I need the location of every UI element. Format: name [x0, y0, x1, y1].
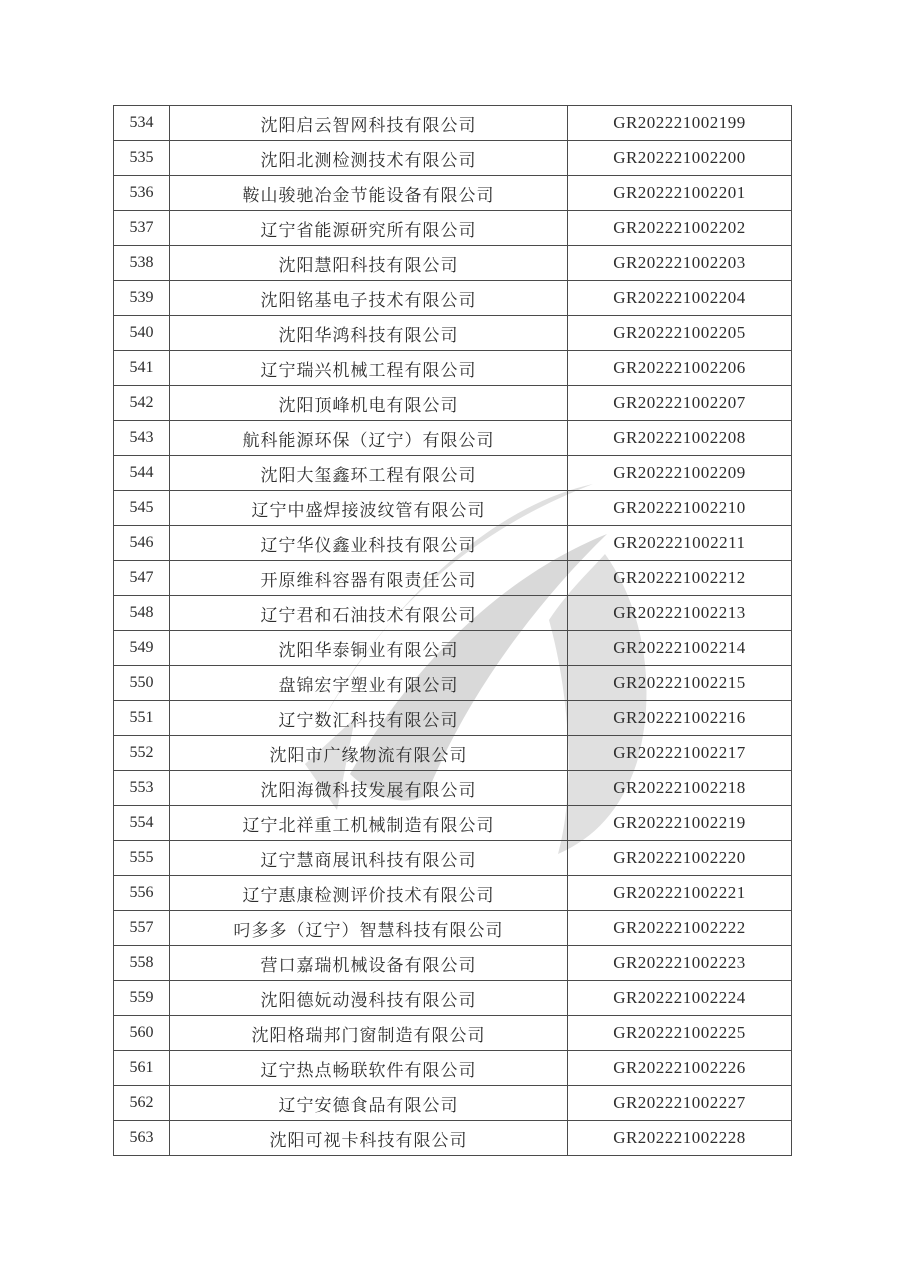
row-number-cell: 538 [114, 246, 170, 281]
table-row [114, 946, 792, 981]
company-name-cell: 辽宁热点畅联软件有限公司 [170, 1051, 568, 1086]
certificate-code-cell: GR202221002224 [568, 981, 792, 1016]
certificate-code-cell: GR202221002202 [568, 211, 792, 246]
table-row [114, 596, 792, 631]
company-table [113, 105, 792, 1156]
certificate-code-cell: GR202221002216 [568, 701, 792, 736]
certificate-code-cell: GR202221002219 [568, 806, 792, 841]
row-number-cell: 545 [114, 491, 170, 526]
company-name-cell: 叼多多（辽宁）智慧科技有限公司 [170, 911, 568, 946]
certificate-code-cell: GR202221002205 [568, 316, 792, 351]
table-row [114, 141, 792, 176]
certificate-code-cell: GR202221002223 [568, 946, 792, 981]
certificate-code-cell: GR202221002226 [568, 1051, 792, 1086]
row-number-cell: 551 [114, 701, 170, 736]
row-number-cell: 561 [114, 1051, 170, 1086]
table-row [114, 176, 792, 211]
certificate-code-cell: GR202221002209 [568, 456, 792, 491]
certificate-code-cell: GR202221002222 [568, 911, 792, 946]
company-name-cell: 营口嘉瑞机械设备有限公司 [170, 946, 568, 981]
company-name-cell: 沈阳启云智网科技有限公司 [170, 106, 568, 141]
row-number-cell: 544 [114, 456, 170, 491]
company-name-cell: 辽宁数汇科技有限公司 [170, 701, 568, 736]
company-name-cell: 辽宁省能源研究所有限公司 [170, 211, 568, 246]
table-row [114, 876, 792, 911]
company-name-cell: 鞍山骏驰冶金节能设备有限公司 [170, 176, 568, 211]
row-number-cell: 562 [114, 1086, 170, 1121]
company-name-cell: 航科能源环保（辽宁）有限公司 [170, 421, 568, 456]
company-name-cell: 开原维科容器有限责任公司 [170, 561, 568, 596]
row-number-cell: 540 [114, 316, 170, 351]
company-name-cell: 沈阳北测检测技术有限公司 [170, 141, 568, 176]
row-number-cell: 555 [114, 841, 170, 876]
table-row [114, 386, 792, 421]
row-number-cell: 563 [114, 1121, 170, 1156]
row-number-cell: 558 [114, 946, 170, 981]
company-name-cell: 盘锦宏宇塑业有限公司 [170, 666, 568, 701]
company-name-cell: 沈阳华鸿科技有限公司 [170, 316, 568, 351]
company-name-cell: 辽宁瑞兴机械工程有限公司 [170, 351, 568, 386]
company-name-cell: 沈阳大玺鑫环工程有限公司 [170, 456, 568, 491]
row-number-cell: 560 [114, 1016, 170, 1051]
certificate-code-cell: GR202221002214 [568, 631, 792, 666]
table-row [114, 841, 792, 876]
table-row [114, 736, 792, 771]
certificate-code-cell: GR202221002211 [568, 526, 792, 561]
row-number-cell: 549 [114, 631, 170, 666]
table-row [114, 421, 792, 456]
company-name-cell: 辽宁中盛焊接波纹管有限公司 [170, 491, 568, 526]
table-row [114, 456, 792, 491]
row-number-cell: 557 [114, 911, 170, 946]
certificate-code-cell: GR202221002206 [568, 351, 792, 386]
certificate-code-cell: GR202221002217 [568, 736, 792, 771]
certificate-code-cell: GR202221002227 [568, 1086, 792, 1121]
row-number-cell: 548 [114, 596, 170, 631]
row-number-cell: 550 [114, 666, 170, 701]
table-row [114, 911, 792, 946]
row-number-cell: 539 [114, 281, 170, 316]
company-name-cell: 沈阳格瑞邦门窗制造有限公司 [170, 1016, 568, 1051]
row-number-cell: 541 [114, 351, 170, 386]
certificate-code-cell: GR202221002207 [568, 386, 792, 421]
certificate-code-cell: GR202221002210 [568, 491, 792, 526]
certificate-code-cell: GR202221002225 [568, 1016, 792, 1051]
row-number-cell: 554 [114, 806, 170, 841]
table-row [114, 666, 792, 701]
certificate-code-cell: GR202221002215 [568, 666, 792, 701]
certificate-code-cell: GR202221002203 [568, 246, 792, 281]
certificate-code-cell: GR202221002220 [568, 841, 792, 876]
table-row [114, 771, 792, 806]
row-number-cell: 542 [114, 386, 170, 421]
certificate-code-cell: GR202221002208 [568, 421, 792, 456]
company-name-cell: 沈阳华泰铜业有限公司 [170, 631, 568, 666]
company-name-cell: 沈阳市广缘物流有限公司 [170, 736, 568, 771]
row-number-cell: 547 [114, 561, 170, 596]
row-number-cell: 535 [114, 141, 170, 176]
company-name-cell: 沈阳铭基电子技术有限公司 [170, 281, 568, 316]
certificate-code-cell: GR202221002212 [568, 561, 792, 596]
certificate-code-cell: GR202221002200 [568, 141, 792, 176]
company-name-cell: 沈阳可视卡科技有限公司 [170, 1121, 568, 1156]
row-number-cell: 553 [114, 771, 170, 806]
row-number-cell: 537 [114, 211, 170, 246]
company-name-cell: 辽宁华仪鑫业科技有限公司 [170, 526, 568, 561]
company-table-body [114, 106, 792, 1156]
certificate-code-cell: GR202221002199 [568, 106, 792, 141]
certificate-code-cell: GR202221002228 [568, 1121, 792, 1156]
row-number-cell: 543 [114, 421, 170, 456]
table-row [114, 351, 792, 386]
table-row [114, 526, 792, 561]
table-row [114, 701, 792, 736]
table-row [114, 561, 792, 596]
row-number-cell: 552 [114, 736, 170, 771]
table-row [114, 246, 792, 281]
company-name-cell: 沈阳海微科技发展有限公司 [170, 771, 568, 806]
table-row [114, 1051, 792, 1086]
row-number-cell: 534 [114, 106, 170, 141]
row-number-cell: 556 [114, 876, 170, 911]
table-row [114, 1016, 792, 1051]
table-row [114, 211, 792, 246]
table-row [114, 806, 792, 841]
table-row [114, 1121, 792, 1156]
table-row [114, 106, 792, 141]
company-name-cell: 沈阳慧阳科技有限公司 [170, 246, 568, 281]
certificate-code-cell: GR202221002201 [568, 176, 792, 211]
company-name-cell: 辽宁安德食品有限公司 [170, 1086, 568, 1121]
row-number-cell: 536 [114, 176, 170, 211]
table-row [114, 281, 792, 316]
table-row [114, 631, 792, 666]
certificate-code-cell: GR202221002221 [568, 876, 792, 911]
table-row [114, 491, 792, 526]
certificate-code-cell: GR202221002218 [568, 771, 792, 806]
certificate-code-cell: GR202221002213 [568, 596, 792, 631]
certificate-code-cell: GR202221002204 [568, 281, 792, 316]
row-number-cell: 559 [114, 981, 170, 1016]
company-name-cell: 辽宁北祥重工机械制造有限公司 [170, 806, 568, 841]
company-name-cell: 辽宁慧商展讯科技有限公司 [170, 841, 568, 876]
row-number-cell: 546 [114, 526, 170, 561]
company-name-cell: 沈阳德妧动漫科技有限公司 [170, 981, 568, 1016]
table-row [114, 1086, 792, 1121]
company-name-cell: 辽宁惠康检测评价技术有限公司 [170, 876, 568, 911]
table-row [114, 981, 792, 1016]
table-row [114, 316, 792, 351]
company-name-cell: 辽宁君和石油技术有限公司 [170, 596, 568, 631]
company-name-cell: 沈阳顶峰机电有限公司 [170, 386, 568, 421]
